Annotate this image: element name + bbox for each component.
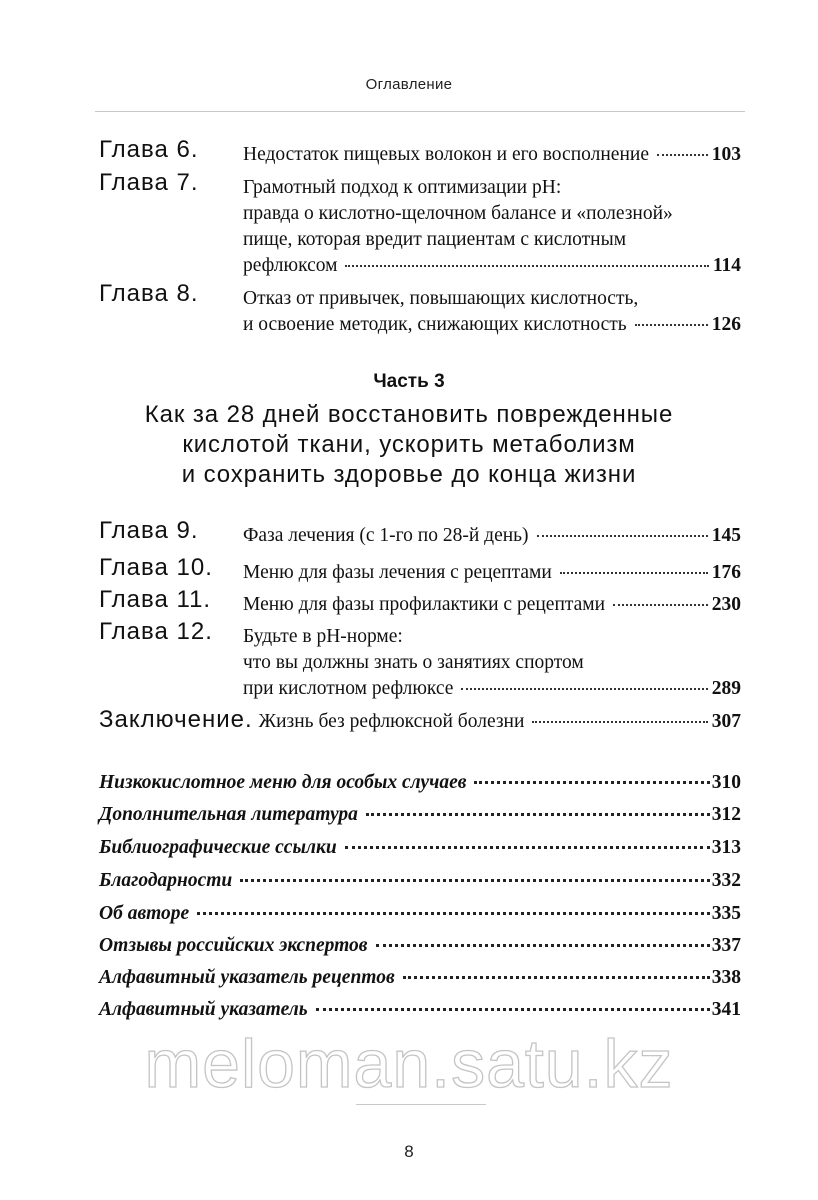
leader-dots xyxy=(345,846,710,849)
page-ref: 103 xyxy=(711,144,741,165)
page-ref: 332 xyxy=(711,870,741,891)
toc-entry-appendix[interactable] xyxy=(99,772,741,794)
header-divider xyxy=(95,111,745,112)
page-ref: 335 xyxy=(711,903,741,924)
appendix-title: Дополнительная литература xyxy=(99,804,358,825)
chapter-title: Недостаток пищевых волокон и его восполнение xyxy=(243,144,649,165)
appendix-title: Библиографические ссылки xyxy=(99,837,337,858)
part-title-line: Как за 28 дней восстановить поврежденные xyxy=(144,401,674,428)
chapter-title-line: пище, которая вредит пациентам с кислотным xyxy=(243,229,627,250)
conclusion-label: Заключение. xyxy=(99,706,253,733)
chapter-label: Глава 10. xyxy=(99,554,213,581)
chapter-title-line: что вы должны знать о занятиях спортом xyxy=(243,652,584,673)
page-ref: 126 xyxy=(711,314,741,335)
part-title xyxy=(0,400,818,490)
leader-dots xyxy=(537,535,708,537)
leader-dots xyxy=(657,154,708,156)
chapter-label: Глава 6. xyxy=(99,136,199,163)
appendix-title: Алфавитный указатель рецептов xyxy=(99,967,395,988)
page-number: 8 xyxy=(404,1142,414,1161)
part-title-line: кислотой ткани, ускорить метаболизм xyxy=(182,431,636,458)
page-ref: 338 xyxy=(711,967,741,988)
toc-entry-conclusion[interactable] xyxy=(99,706,741,734)
page-ref: 341 xyxy=(711,999,741,1020)
chapter-title-line: при кислотном рефлюксе xyxy=(243,678,454,699)
page-ref: 289 xyxy=(711,678,741,699)
chapter-title-line: Грамотный подход к оптимизации pH: xyxy=(243,177,562,198)
toc-entry-appendix[interactable] xyxy=(99,935,741,957)
toc-entry-appendix[interactable] xyxy=(99,870,741,892)
part-number: Часть 3 xyxy=(373,371,445,392)
chapter-label: Глава 9. xyxy=(99,517,199,544)
chapter-label: Глава 12. xyxy=(99,618,213,645)
chapter-title: Фаза лечения (с 1-го по 28-й день) xyxy=(243,525,529,546)
leader-dots xyxy=(635,324,708,326)
watermark: meloman.satu.kz xyxy=(144,1026,674,1102)
page-ref: 337 xyxy=(711,935,741,956)
page-ref: 145 xyxy=(711,525,741,546)
chapter-label: Глава 7. xyxy=(99,169,199,196)
leader-dots xyxy=(403,976,710,979)
toc-entry-appendix[interactable] xyxy=(99,804,741,826)
leader-dots xyxy=(461,688,707,690)
leader-dots xyxy=(240,879,709,882)
appendix-title: Отзывы российских экспертов xyxy=(99,935,368,956)
appendix-title: Низкокислотное меню для особых случаев xyxy=(99,772,467,793)
page-ref: 313 xyxy=(711,837,741,858)
chapter-title-line: правда о кислотно-щелочном балансе и «полезной» xyxy=(243,203,673,224)
page-ref: 312 xyxy=(711,804,741,825)
chapter-title-line: и освоение методик, снижающих кислотность xyxy=(243,314,627,335)
leader-dots xyxy=(474,781,709,784)
leader-dots xyxy=(366,813,710,816)
leader-dots xyxy=(532,721,707,723)
page-ref: 310 xyxy=(711,772,741,793)
chapter-label: Глава 11. xyxy=(99,586,212,613)
page-ref: 307 xyxy=(711,711,741,732)
chapter-title-line: рефлюксом xyxy=(243,255,338,276)
running-header: Оглавление xyxy=(365,76,453,93)
footer-divider xyxy=(356,1104,486,1105)
appendix-title: Алфавитный указатель xyxy=(99,999,308,1020)
chapter-title: Меню для фазы лечения с рецептами xyxy=(243,562,552,583)
leader-dots xyxy=(345,265,708,267)
conclusion-title: Жизнь без рефлюксной болезни xyxy=(258,711,525,732)
part-title-line: и сохранить здоровье до конца жизни xyxy=(181,461,637,488)
leader-dots xyxy=(376,944,710,947)
toc-entry-appendix[interactable] xyxy=(99,967,741,989)
leader-dots xyxy=(316,1008,710,1011)
chapter-title-line: Отказ от привычек, повышающих кислотность, xyxy=(243,288,639,309)
leader-dots xyxy=(197,912,710,915)
toc-entry-appendix[interactable] xyxy=(99,903,741,925)
page-ref: 176 xyxy=(711,562,741,583)
appendix-title: Благодарности xyxy=(99,870,233,891)
page-ref: 230 xyxy=(711,594,741,615)
toc-entry-appendix[interactable] xyxy=(99,837,741,859)
chapter-label: Глава 8. xyxy=(99,280,199,307)
chapter-title-line: Будьте в pH-норме: xyxy=(243,626,403,647)
appendix-title: Об авторе xyxy=(99,903,190,924)
toc-entry-appendix[interactable] xyxy=(99,999,741,1021)
leader-dots xyxy=(613,604,708,606)
page-ref: 114 xyxy=(712,255,741,276)
leader-dots xyxy=(560,572,708,574)
chapter-title: Меню для фазы профилактики с рецептами xyxy=(243,594,606,615)
